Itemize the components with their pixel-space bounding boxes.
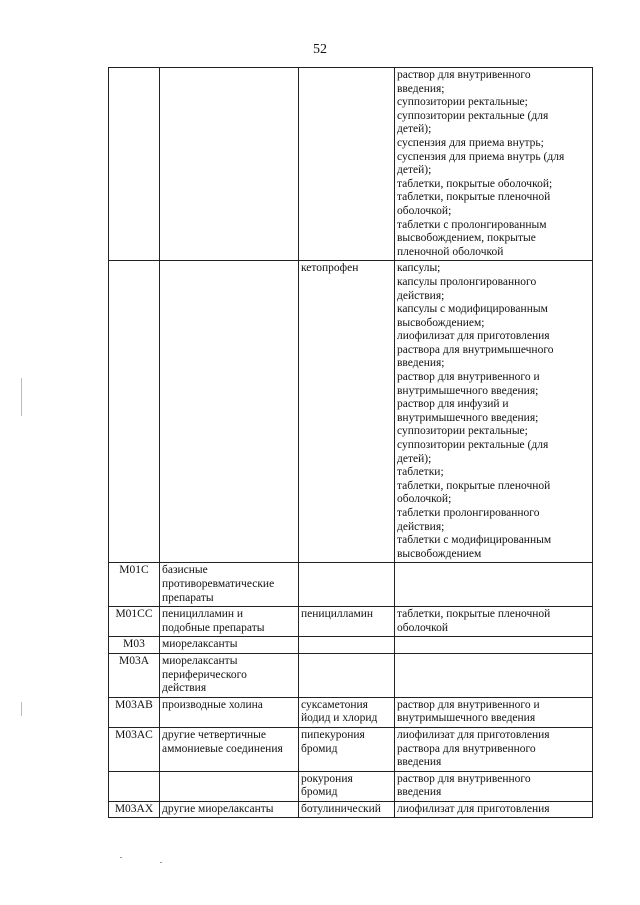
dosage-forms-line: суспензия для приема внутрь (для bbox=[397, 150, 565, 163]
dosage-forms-line: оболочкой; bbox=[397, 204, 452, 217]
dosage-forms-line: раствор для внутривенного bbox=[397, 772, 531, 785]
pharmacological-group-cell bbox=[160, 653, 299, 697]
atc-code-cell bbox=[109, 261, 160, 563]
dosage-forms-line: действия; bbox=[397, 520, 445, 533]
drug-name-cell bbox=[299, 697, 395, 727]
dosage-forms-line: внутримышечного введения; bbox=[397, 384, 539, 397]
pharmacological-group-line: аммониевые соединения bbox=[162, 742, 283, 755]
pharmacological-group-line: пеницилламин и bbox=[162, 608, 244, 621]
drug-name-cell bbox=[299, 261, 395, 563]
drug-name-cell bbox=[299, 563, 395, 607]
scan-edge-mark bbox=[21, 378, 22, 416]
dosage-forms-line: раствора для внутривенного bbox=[397, 742, 536, 755]
dosage-forms-line: введения bbox=[397, 756, 442, 769]
dosage-forms-cell bbox=[395, 637, 593, 654]
dosage-forms-line: таблетки с пролонгированным bbox=[397, 218, 547, 231]
atc-code-cell: M01C bbox=[109, 563, 160, 607]
atc-code-cell: M03AB bbox=[109, 697, 160, 727]
dosage-forms-cell bbox=[395, 563, 593, 607]
drug-name-cell bbox=[299, 801, 395, 818]
atc-code-cell bbox=[109, 68, 160, 261]
drug-name-line: пипекурония bbox=[301, 728, 365, 741]
drug-name-line: бромид bbox=[301, 786, 338, 799]
drug-name-line: рокурония bbox=[301, 772, 353, 785]
dosage-forms-line: лиофилизат для приготовления bbox=[397, 728, 550, 741]
dosage-forms-line: таблетки пролонгированного bbox=[397, 507, 540, 519]
dosage-forms-line: детей); bbox=[397, 164, 432, 177]
dosage-forms-line: действия; bbox=[397, 289, 445, 302]
pharmacological-group-line: миорелаксанты bbox=[162, 654, 238, 667]
dosage-forms-line: лиофилизат для приготовления bbox=[397, 330, 550, 343]
dosage-forms-line: оболочкой bbox=[397, 621, 449, 634]
atc-code-cell: M03 bbox=[109, 637, 160, 654]
pharmacological-group-cell bbox=[160, 771, 299, 801]
table-row bbox=[109, 563, 593, 607]
dosage-forms-line: таблетки; bbox=[397, 466, 444, 479]
dosage-forms-line: капсулы пролонгированного bbox=[397, 275, 537, 288]
dosage-forms-line: суппозитории ректальные; bbox=[397, 425, 528, 438]
drug-name-line: йодид и хлорид bbox=[301, 712, 378, 725]
dosage-forms-cell bbox=[395, 697, 593, 727]
dosage-forms-line: суппозитории ректальные (для bbox=[397, 109, 549, 122]
drug-name-line: кетопрофен bbox=[301, 262, 359, 275]
drug-name-line: бромид bbox=[301, 742, 338, 755]
dosage-forms-line: раствора для внутримышечного bbox=[397, 343, 554, 356]
dosage-forms-line: раствор для инфузий и bbox=[397, 398, 509, 411]
atc-code-cell: M01CC bbox=[109, 607, 160, 637]
scan-edge-mark bbox=[21, 702, 22, 716]
dosage-forms-line: детей); bbox=[397, 123, 432, 136]
dosage-forms-line: введения bbox=[397, 786, 442, 799]
pharmacological-group-line: производные холина bbox=[162, 698, 263, 711]
dosage-forms-line: оболочкой; bbox=[397, 493, 452, 506]
medication-table bbox=[108, 67, 593, 818]
drug-name-line: ботулинический bbox=[301, 802, 381, 815]
atc-code-cell: M03AX bbox=[109, 801, 160, 818]
pharmacological-group-cell bbox=[160, 637, 299, 654]
pharmacological-group-cell bbox=[160, 801, 299, 818]
dosage-forms-line: капсулы; bbox=[397, 262, 441, 275]
dosage-forms-cell bbox=[395, 68, 593, 261]
table-row bbox=[109, 607, 593, 637]
pharmacological-group-cell bbox=[160, 563, 299, 607]
dosage-forms-line: раствор для внутривенного bbox=[397, 69, 531, 81]
pharmacological-group-line: подобные препараты bbox=[162, 621, 265, 634]
dosage-forms-line: высвобождением; bbox=[397, 316, 485, 329]
dosage-forms-line: внутримышечного введения; bbox=[397, 411, 539, 424]
drug-name-cell bbox=[299, 727, 395, 771]
dosage-forms-line: таблетки, покрытые пленочной bbox=[397, 479, 551, 492]
dosage-forms-cell bbox=[395, 653, 593, 697]
dosage-forms-line: суппозитории ректальные; bbox=[397, 96, 528, 109]
drug-name-cell bbox=[299, 68, 395, 261]
dosage-forms-line: таблетки, покрытые пленочной bbox=[397, 608, 551, 621]
table-row bbox=[109, 727, 593, 771]
pharmacological-group-line: другие миорелаксанты bbox=[162, 802, 274, 815]
dosage-forms-line: раствор для внутривенного и bbox=[397, 698, 540, 711]
pharmacological-group-cell bbox=[160, 261, 299, 563]
dosage-forms-line: лиофилизат для приготовления bbox=[397, 802, 550, 815]
dosage-forms-line: капсулы с модифицированным bbox=[397, 303, 548, 316]
pharmacological-group-line: противоревматические bbox=[162, 577, 275, 590]
scan-dust bbox=[160, 862, 162, 863]
dosage-forms-line: введения; bbox=[397, 357, 445, 370]
atc-code-cell: M03A bbox=[109, 653, 160, 697]
dosage-forms-line: таблетки, покрытые пленочной bbox=[397, 191, 551, 204]
dosage-forms-cell bbox=[395, 261, 593, 563]
pharmacological-group-cell bbox=[160, 697, 299, 727]
scan-dust bbox=[120, 857, 122, 858]
pharmacological-group-line: другие четвертичные bbox=[162, 728, 266, 741]
table-row bbox=[109, 801, 593, 818]
drug-name-cell bbox=[299, 607, 395, 637]
dosage-forms-cell bbox=[395, 727, 593, 771]
table-row bbox=[109, 68, 593, 261]
dosage-forms-line: высвобождением, покрытые bbox=[397, 232, 536, 245]
pharmacological-group-line: периферического bbox=[162, 668, 247, 681]
dosage-forms-line: таблетки, покрытые оболочкой; bbox=[397, 177, 553, 190]
page-number: 52 bbox=[313, 42, 327, 57]
pharmacological-group-line: препараты bbox=[162, 591, 214, 604]
drug-name-cell bbox=[299, 637, 395, 654]
table-body bbox=[109, 68, 593, 818]
table-row bbox=[109, 653, 593, 697]
dosage-forms-line: внутримышечного введения bbox=[397, 712, 536, 725]
pharmacological-group-cell bbox=[160, 607, 299, 637]
drug-name-cell bbox=[299, 771, 395, 801]
table-row bbox=[109, 771, 593, 801]
dosage-forms-line: суспензия для приема внутрь; bbox=[397, 136, 544, 149]
drug-name-cell bbox=[299, 653, 395, 697]
pharmacological-group-line: действия bbox=[162, 682, 207, 695]
drug-name-line: пеницилламин bbox=[301, 608, 374, 621]
table-row bbox=[109, 637, 593, 654]
dosage-forms-cell bbox=[395, 771, 593, 801]
dosage-forms-line: пленочной оболочкой bbox=[397, 245, 504, 258]
dosage-forms-line: таблетки с модифицированным bbox=[397, 534, 552, 547]
pharmacological-group-cell bbox=[160, 68, 299, 261]
drug-name-line: суксаметония bbox=[301, 698, 368, 711]
pharmacological-group-cell bbox=[160, 727, 299, 771]
dosage-forms-line: суппозитории ректальные (для bbox=[397, 439, 549, 452]
dosage-forms-line: введения; bbox=[397, 82, 445, 95]
dosage-forms-cell bbox=[395, 801, 593, 818]
table-row bbox=[109, 697, 593, 727]
pharmacological-group-line: миорелаксанты bbox=[162, 638, 238, 651]
dosage-forms-line: высвобождением bbox=[397, 547, 482, 560]
dosage-forms-cell bbox=[395, 607, 593, 637]
dosage-forms-line: раствор для внутривенного и bbox=[397, 371, 540, 384]
dosage-forms-line: детей); bbox=[397, 452, 432, 465]
pharmacological-group-line: базисные bbox=[162, 564, 208, 577]
atc-code-cell: M03AC bbox=[109, 727, 160, 771]
atc-code-cell bbox=[109, 771, 160, 801]
table-row bbox=[109, 261, 593, 563]
